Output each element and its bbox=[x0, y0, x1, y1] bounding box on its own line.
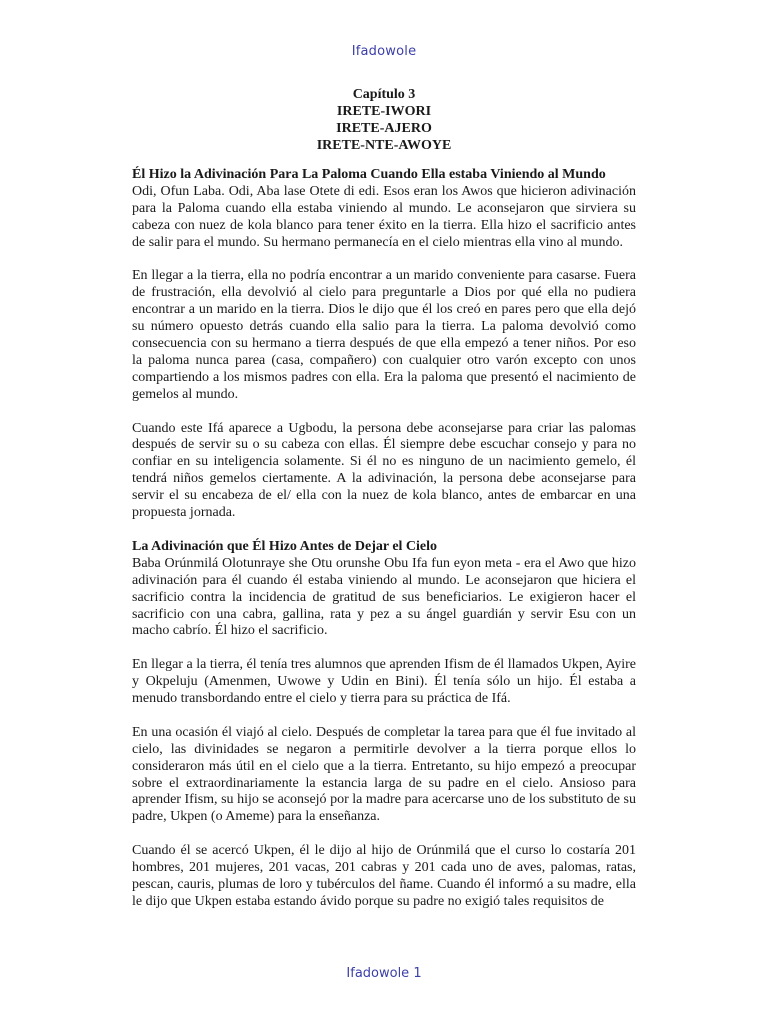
paragraph: Cuando él se acercó Ukpen, él le dijo al hijo de Orúnmilá que el curso lo costaría 201 hombres, 201 mujeres, 201 vacas, 201 cabras y 201 cada uno de aves, palomas, ratas, pescan, cauris, plumas de loro y tubérculos del ñame. Cuando él informó a su madre, ella le dijo que Ukpen estaba estando ávido porque su padre no exigió tales requisitos de bbox=[132, 843, 636, 909]
body-text bbox=[132, 167, 636, 928]
paragraph: En llegar a la tierra, él tenía tres alumnos que aprenden Ifism de él llamados Ukpen, Ayire y Okpeluju (Amenmen, Uwowe y Udin en Bini). Él tenía sólo un hijo. Él estaba a menudo transbordando entre el cielo y tierra para su práctica de Ifá. bbox=[132, 657, 636, 707]
running-header: Ifadowole bbox=[351, 44, 417, 59]
paragraph: En llegar a la tierra, ella no podría encontrar a un marido conveniente para casarse. Fuera de frustración, ella devolvió al cielo para preguntarle a Dios por qué ella no pudiera encontrar a un marido en la tierra. Dios le dijo que él los creó en pares pero que ella dejó su número opuesto detrás cuando ella salio para la tierra. La paloma devolvió como consecuencia con su hermano a tierra después de que ella empezó a tener niños. Por eso la paloma nunca parea (casa, compañero) con cualquier otro varón excepto con unos compartiendo a los mismos padres con ella. Era la paloma que presentó el nacimiento de gemelos al mundo. bbox=[132, 268, 636, 402]
paragraph: Odi, Ofun Laba. Odi, Aba lase Otete di edi. Esos eran los Awos que hicieron adivinación para la Paloma cuando ella estaba viniendo al mundo. Le aconsejaron que sirviera su cabeza con nuez de kola blanco para tener éxito en la tierra. Ella hizo el sacrificio antes de salir para el mundo. Su hermano permanecía en el cielo mientras ella vino al mundo. bbox=[132, 183, 636, 250]
paragraph: Cuando este Ifá aparece a Ugbodu, la persona debe aconsejarse para criar las palomas después de servir su o su cabeza con ellas. Él siempre debe escuchar consejo y para no confiar en su inteligencia solamente. Si él no es ninguno de un nacimiento gemelo, él tendrá niños gemelos ciertamente. A la adivinación, la persona debe aconsejarse para servir el su encabeza de el/ ella con la nuez de kola blanco, antes de embarcar en una propuesta jornada. bbox=[132, 420, 636, 521]
running-footer: Ifadowole 1 bbox=[346, 966, 422, 981]
paragraph: Baba Orúnmilá Olotunraye she Otu orunshe Obu Ifa fun eyon meta - era el Awo que hizo adivinación para él cuando él estaba viniendo al mundo. Le aconsejaron que hiciera el sacrificio contra la incidencia de gratitud de sus beneficiarios. Le exigieron hacer el sacrificio con una cabra, gallina, rata y pez a su ángel guardián y servir Esu con un macho cabrío. Él hizo el sacrificio. bbox=[132, 555, 636, 639]
chapter-heading bbox=[0, 86, 768, 154]
section-1 bbox=[132, 167, 636, 522]
section-title: La Adivinación que Él Hizo Antes de Dejar el Cielo bbox=[132, 538, 438, 554]
chapter-name-1: IRETE-IWORI bbox=[336, 104, 432, 119]
chapter-name-3: IRETE-NTE-AWOYE bbox=[316, 138, 452, 153]
section-2 bbox=[132, 539, 636, 911]
chapter-number: Capítulo 3 bbox=[352, 87, 416, 102]
section-title: Él Hizo la Adivinación Para La Paloma Cuando Ella estaba Viniendo al Mundo bbox=[132, 167, 606, 182]
paragraph: En una ocasión él viajó al cielo. Después de completar la tarea para que él fue invitado al cielo, las divinidades se negaron a permitirle devolver a la tierra porque ellos lo consideraron más útil en el cielo que a la tierra. Entretanto, su hijo empezó a preocupar sobre el extraordinariamente la estancia larga de su padre en el cielo. Ansioso para aprender Ifism, su hijo se aconsejó por la madre para acercarse uno de los substituto de su padre, Ukpen (o Ameme) para la enseñanza. bbox=[132, 724, 636, 825]
chapter-name-2: IRETE-AJERO bbox=[336, 121, 432, 136]
